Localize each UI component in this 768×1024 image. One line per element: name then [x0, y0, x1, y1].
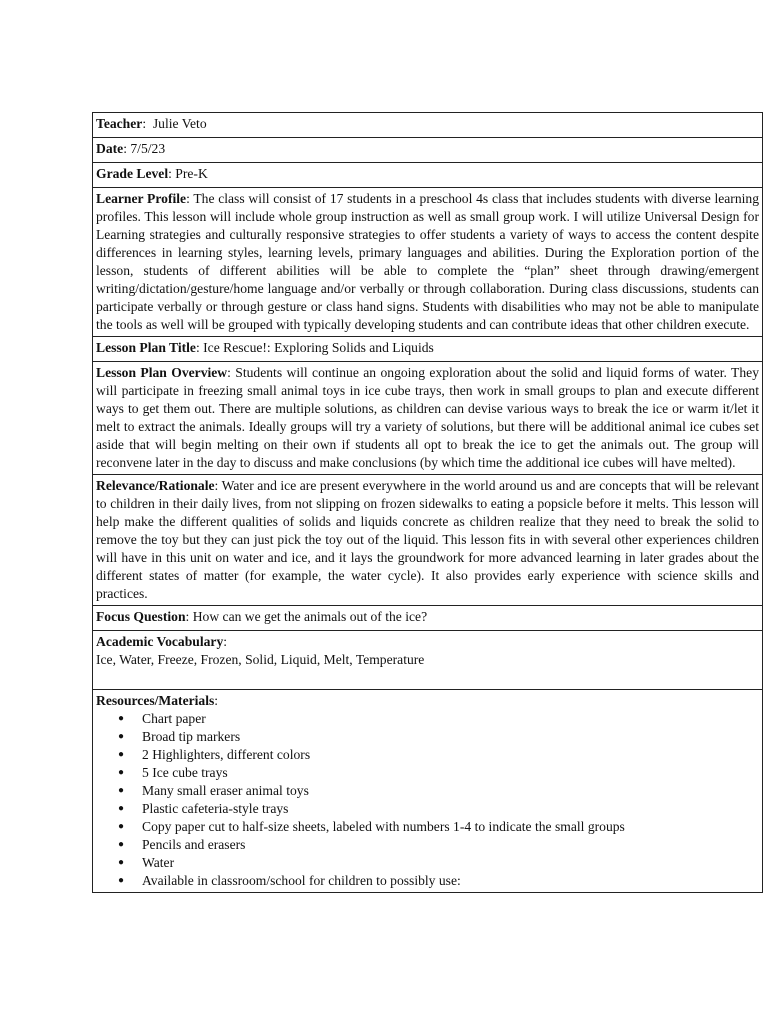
resource-item: ● Water [118, 854, 759, 872]
grade-value: Pre-K [175, 166, 208, 181]
resources-row [93, 690, 763, 893]
teacher-value: Julie Veto [152, 116, 207, 131]
resource-item: ● Many small eraser animal toys [118, 782, 759, 800]
vocabulary-label: Academic Vocabulary [96, 634, 224, 649]
teacher-cell: Teacher: Julie Veto [93, 113, 763, 138]
resource-item: ● 5 Ice cube trays [118, 764, 759, 782]
resource-item: ● Chart paper [118, 710, 759, 728]
relevance-value: Water and ice are present everywhere in the world around us and are concepts that will be relevant to children in their daily lives, from not slipping on frozen sidewalks to eating a popsicle before it melts. This lesson will help make the different qualities of solids and liquids concrete as children realize that they need to break the solid to remove the toy but they can just pick the toy out of the liquid. This lesson fits in with several other experiences children will have in this unit on water and ice, and it lays the groundwork for more advanced learning in later grades about the different states of matter (for example, the water cycle). It also provides early experience with science skills and practices. [96, 478, 759, 601]
lesson-title-label: Lesson Plan Title [96, 340, 196, 355]
resource-item: ● Copy paper cut to half-size sheets, labeled with numbers 1-4 to indicate the small groups [118, 818, 759, 836]
vocabulary-value: Ice, Water, Freeze, Frozen, Solid, Liquid, Melt, Temperature [96, 652, 425, 667]
resource-item: ● Available in classroom/school for children to possibly use: [118, 872, 759, 890]
resource-item: ● Pencils and erasers [118, 836, 759, 854]
teacher-label: Teacher [96, 116, 143, 131]
relevance-row [93, 475, 763, 606]
overview-cell: Lesson Plan Overview: Students will continue an ongoing exploration about the solid and liquid forms of water. They will participate in freezing small animal toys in ice cube trays, then work in small groups to plan and execute different ways to get them out. There are multiple solutions, as children can devise various ways to break the ice or warm it/let it melt to extract the animals. Ideally groups will try a variety of solutions, but there will be additional animal ice cubes set aside that will begin melting on their own if students all opt to break the ice to get the animals out. The group will reconvene later in the day to discuss and make conclusions (by which time the additional ice cubes will have melted). [93, 362, 763, 475]
learner-profile-row [93, 188, 763, 337]
relevance-label: Relevance/Rationale [96, 478, 215, 493]
relevance-cell: Relevance/Rationale: Water and ice are present everywhere in the world around us and are concepts that will be relevant to children in their daily lives, from not slipping on frozen sidewalks to eating a popsicle before it melts. This lesson will help make the different qualities of solids and liquids concrete as children realize that they need to break the solid to remove the toy but they can just pick the toy out of the liquid. This lesson fits in with several other experiences children will have in this unit on water and ice, and it lays the groundwork for more advanced learning in later grades about the different states of matter (for example, the water cycle). It also provides early experience with science skills and practices. [93, 475, 763, 606]
teacher-row [93, 113, 763, 138]
resource-item: ● Broad tip markers [118, 728, 759, 746]
lesson-title-value: Ice Rescue!: Exploring Solids and Liquids [203, 340, 434, 355]
focus-question-cell: Focus Question: How can we get the animals out of the ice? [93, 606, 763, 631]
date-label: Date [96, 141, 124, 156]
focus-question-value: How can we get the animals out of the ice? [192, 609, 428, 624]
grade-cell: Grade Level: Pre-K [93, 163, 763, 188]
lesson-plan-table [92, 112, 763, 893]
resources-label: Resources/Materials [96, 693, 215, 708]
vocabulary-row [93, 631, 763, 690]
date-value: 7/5/23 [130, 141, 166, 156]
grade-label: Grade Level [96, 166, 169, 181]
learner-profile-label: Learner Profile [96, 191, 187, 206]
focus-question-label: Focus Question [96, 609, 186, 624]
focus-question-row [93, 606, 763, 631]
date-row [93, 138, 763, 163]
resources-list [96, 710, 759, 890]
learner-profile-value: The class will consist of 17 students in a preschool 4s class that includes students with diverse learning profiles. This lesson will include whole group instruction as well as small group work. I will utilize Universal Design for Learning strategies and culturally responsive strategies to offer students a variety of ways to access the content despite differences in learning styles, learning levels, primary languages and abilities. During the Exploration portion of the lesson, students of different abilities will be able to complete the “plan” sheet through drawing/emergent writing/dictation/gesture/home language and/or verbally or through collaboration. During class discussions, students can participate verbally or through gesture or class hand signs. Students with disabilities who may not be able to manipulate the tools as well will be grouped with typically developing students and can contribute ideas that other children execute. [96, 191, 760, 332]
grade-row [93, 163, 763, 188]
lesson-title-row [93, 337, 763, 362]
learner-profile-cell: Learner Profile: The class will consist of 17 students in a preschool 4s class that includes students with diverse learning profiles. This lesson will include whole group instruction as well as small group work. I will utilize Universal Design for Learning strategies and culturally responsive strategies to offer students a variety of ways to access the content despite differences in learning styles, learning levels, primary languages and abilities. During the Exploration portion of the lesson, students of different abilities will be able to complete the “plan” sheet through drawing/emergent writing/dictation/gesture/home language and/or verbally or through collaboration. During class discussions, students can participate verbally or through gesture or class hand signs. Students with disabilities who may not be able to manipulate the tools as well will be grouped with typically developing students and can contribute ideas that other children execute. [93, 188, 763, 337]
lesson-title-cell: Lesson Plan Title: Ice Rescue!: Exploring Solids and Liquids [93, 337, 763, 362]
vocabulary-cell: Academic Vocabulary: Ice, Water, Freeze, Frozen, Solid, Liquid, Melt, Temperature [93, 631, 763, 690]
overview-value: Students will continue an ongoing exploration about the solid and liquid forms of water. They will participate in freezing small animal toys in ice cube trays, then work in small groups to plan and execute different ways to get them out. There are multiple solutions, as children can devise various ways to break the ice or warm it/let it melt to extract the animals. Ideally groups will try a variety of solutions, but there will be additional animal ice cubes set aside that will begin melting on their own if students all opt to break the ice to get the animals out. The group will reconvene later in the day to discuss and make conclusions (by which time the additional ice cubes will have melted). [96, 365, 759, 470]
overview-row [93, 362, 763, 475]
vocabulary-spacer [96, 669, 759, 687]
overview-label: Lesson Plan Overview [96, 365, 228, 380]
resource-item: ● 2 Highlighters, different colors [118, 746, 759, 764]
resource-item: ● Plastic cafeteria-style trays [118, 800, 759, 818]
date-cell: Date: 7/5/23 [93, 138, 763, 163]
resources-cell: Resources/Materials: ● Chart paper ● Broad tip markers ● 2 Highlighters, different colors ● 5 Ice cube trays ● Many small eraser animal toys ● Plastic cafeteria-style trays ● Copy paper cut to half-size sheets, labeled with numbers 1-4 to indicate the small groups ● Pencils and erasers ● Water ● Available in classroom/school for children to possibly use: [93, 690, 763, 893]
